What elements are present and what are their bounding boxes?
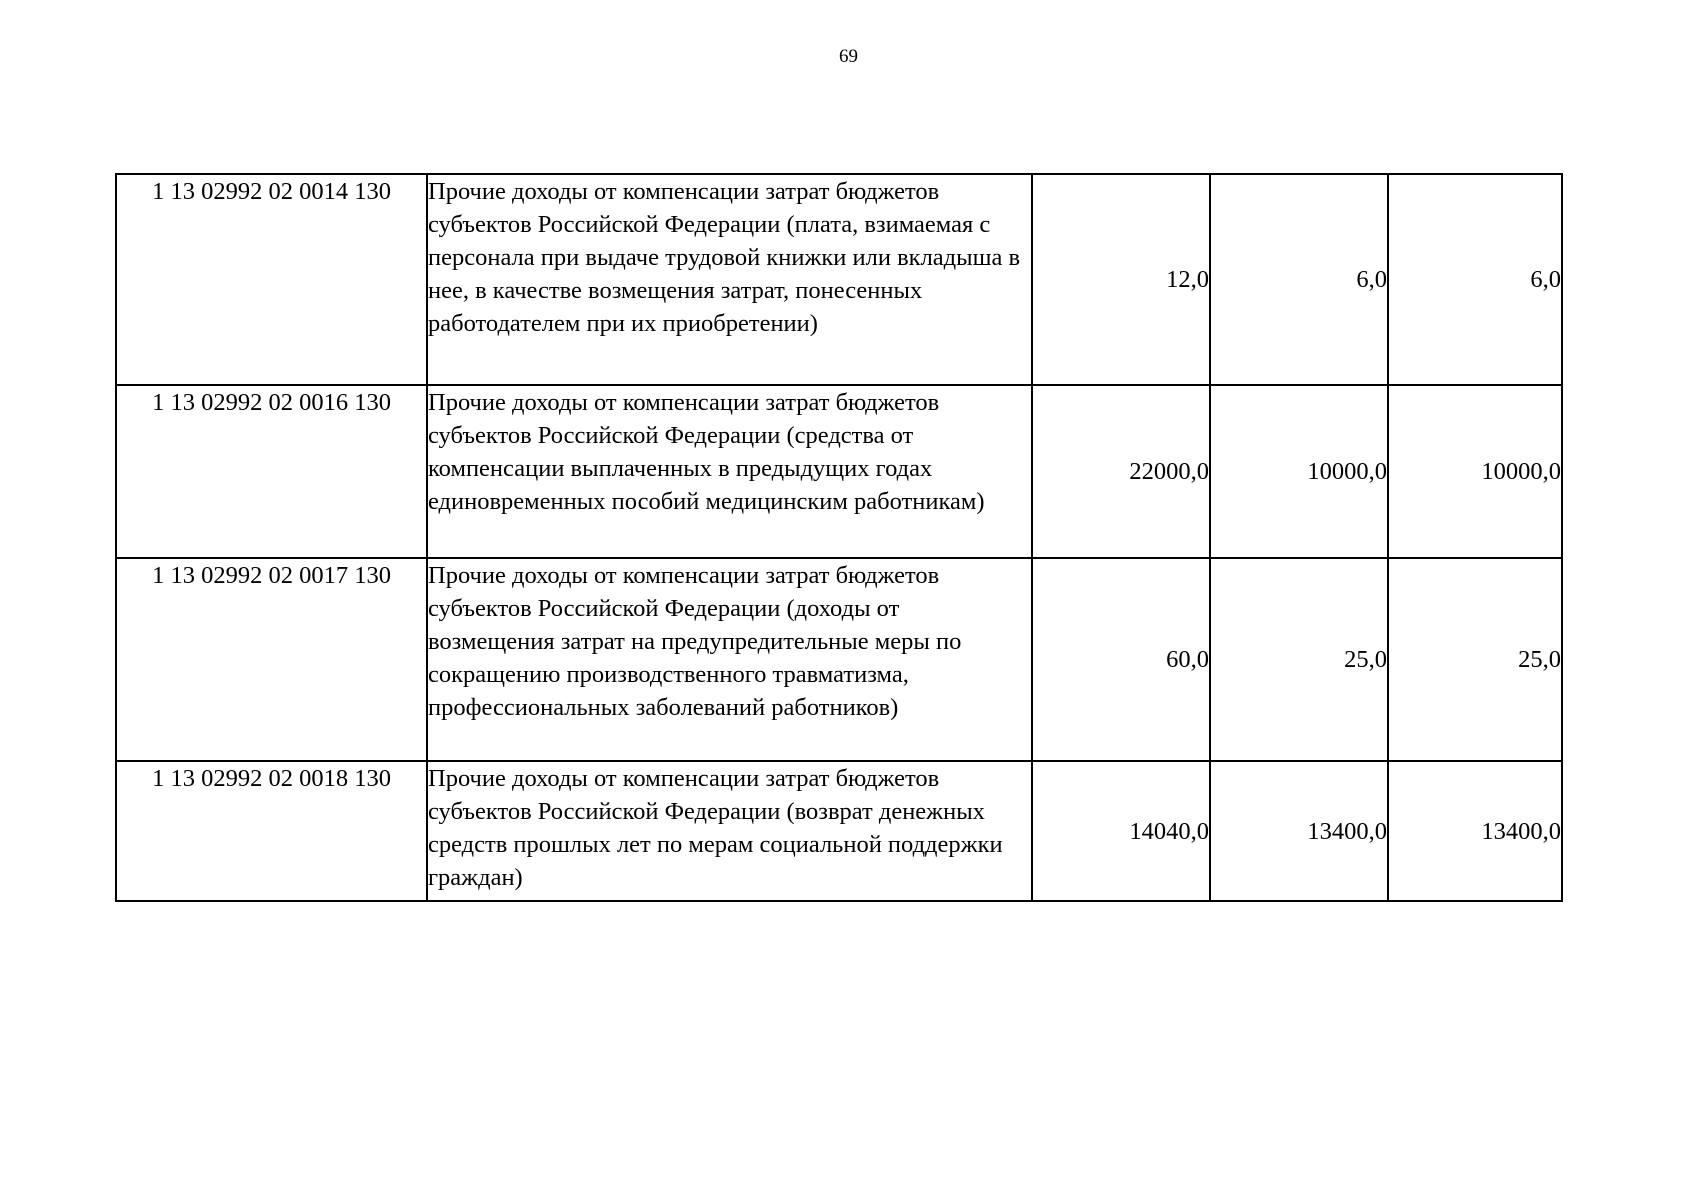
value-cell-1: 14040,0 [1032, 761, 1210, 901]
budget-code-cell: 1 13 02992 02 0018 130 [116, 761, 427, 901]
value-cell-2: 6,0 [1210, 174, 1388, 385]
description-cell: Прочие доходы от компенсации затрат бюджетов субъектов Российской Федерации (возврат денежных средств прошлых лет по мерам социальной поддержки граждан) [427, 761, 1032, 901]
value-cell-3: 10000,0 [1388, 385, 1562, 558]
value-cell-3: 13400,0 [1388, 761, 1562, 901]
table-row [116, 174, 1562, 385]
value-cell-2: 13400,0 [1210, 761, 1388, 901]
page-number: 69 [839, 46, 858, 67]
table-row [116, 761, 1562, 901]
description-cell: Прочие доходы от компенсации затрат бюджетов субъектов Российской Федерации (средства от компенсации выплаченных в предыдущих годах единовременных пособий медицинским работникам) [427, 385, 1032, 558]
table-row [116, 558, 1562, 761]
value-cell-1: 60,0 [1032, 558, 1210, 761]
value-cell-3: 6,0 [1388, 174, 1562, 385]
budget-code-cell: 1 13 02992 02 0016 130 [116, 385, 427, 558]
value-cell-2: 10000,0 [1210, 385, 1388, 558]
value-cell-2: 25,0 [1210, 558, 1388, 761]
description-cell: Прочие доходы от компенсации затрат бюджетов субъектов Российской Федерации (плата, взимаемая с персонала при выдаче трудовой книжки или вкладыша в нее, в качестве возмещения затрат, понесенных работодателем при их приобретении) [427, 174, 1032, 385]
value-cell-1: 12,0 [1032, 174, 1210, 385]
budget-code-cell: 1 13 02992 02 0014 130 [116, 174, 427, 385]
value-cell-3: 25,0 [1388, 558, 1562, 761]
revenue-table [115, 173, 1563, 902]
table-row [116, 385, 1562, 558]
value-cell-1: 22000,0 [1032, 385, 1210, 558]
budget-code-cell: 1 13 02992 02 0017 130 [116, 558, 427, 761]
description-cell: Прочие доходы от компенсации затрат бюджетов субъектов Российской Федерации (доходы от возмещения затрат на предупредительные меры по сокращению производственного травматизма, профессиональных заболеваний работников) [427, 558, 1032, 761]
